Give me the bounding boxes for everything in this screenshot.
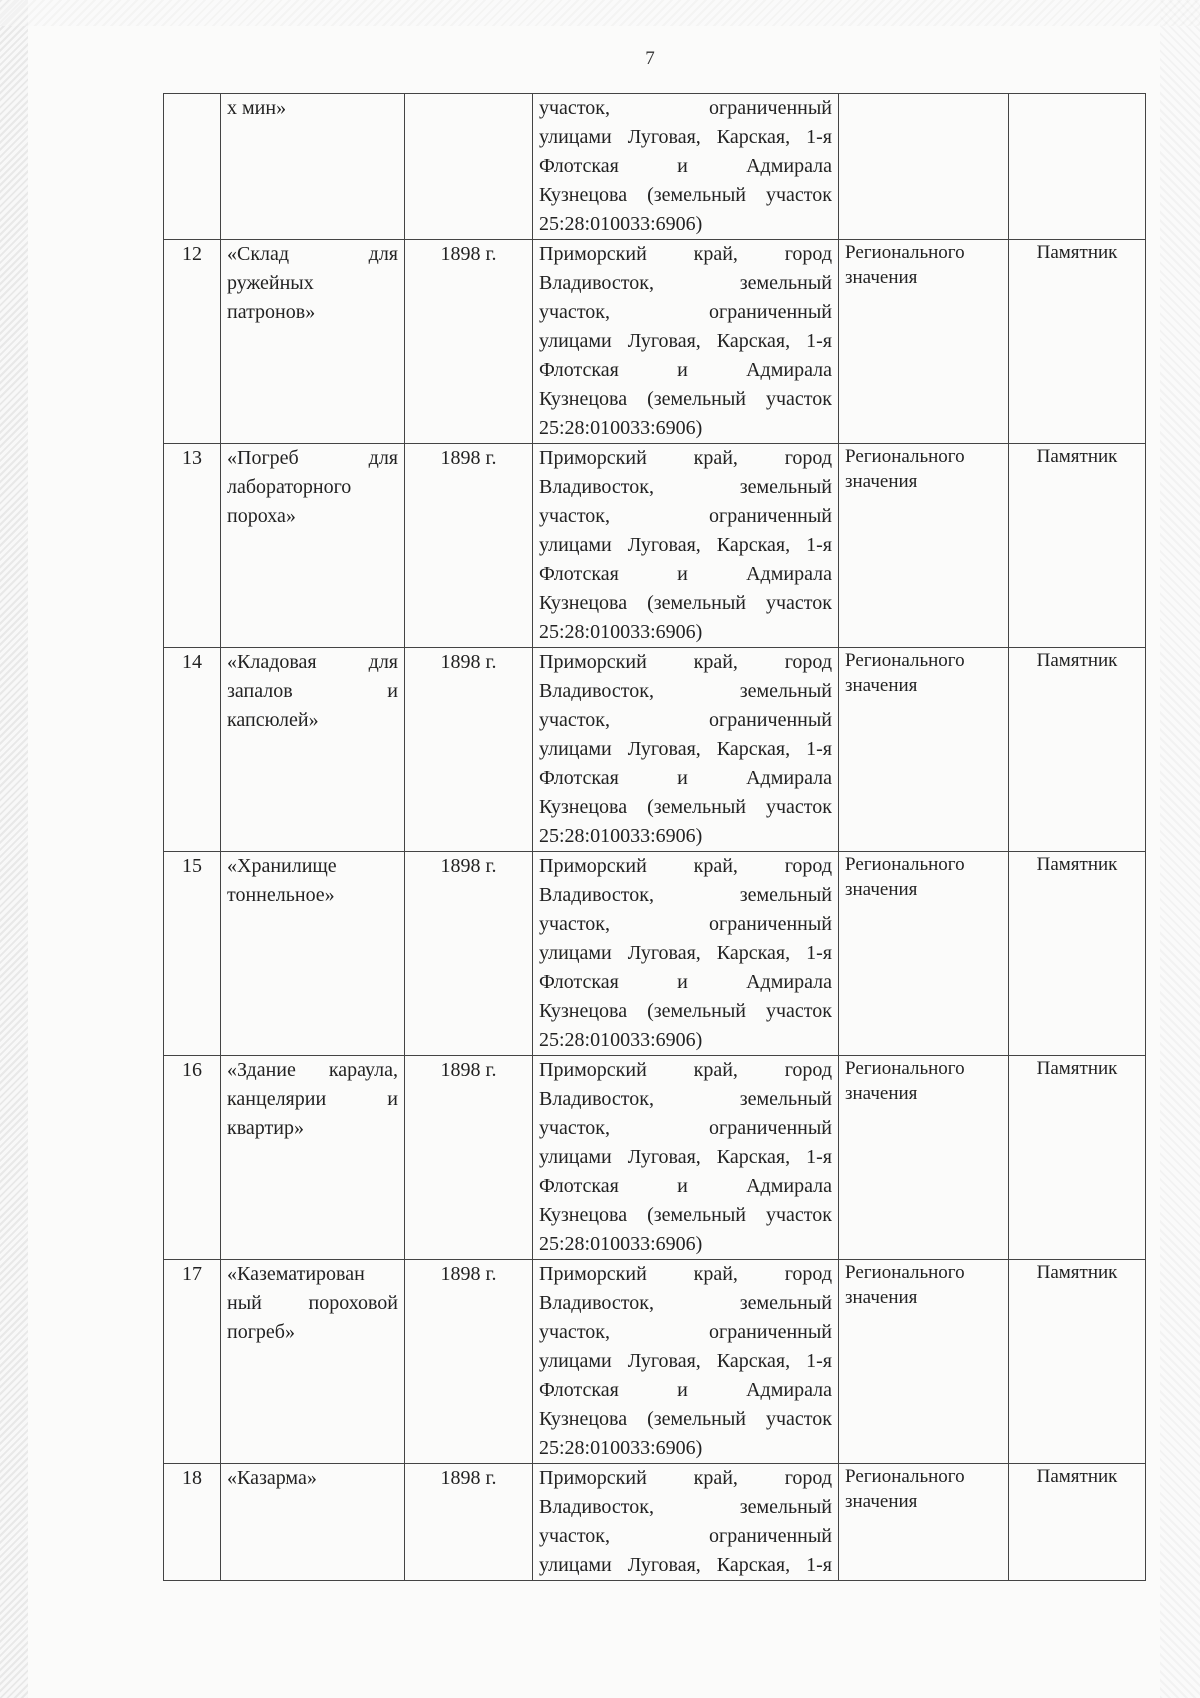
address-line: участок, ограниченный (539, 505, 832, 527)
address-line: Владивосток, земельный (539, 1088, 832, 1110)
table-row (164, 444, 1146, 648)
cell-number: 17 (164, 1260, 221, 1464)
cell-address (533, 94, 839, 240)
cell-type: Памятник (1009, 852, 1146, 1056)
cell-object-name: «Погреб для лабораторного пороха» (221, 444, 405, 648)
heritage-registry-table (163, 93, 1146, 1581)
registry-table-body (164, 94, 1146, 1581)
cell-address (533, 852, 839, 1056)
address-line: Кузнецова (земельный участок (539, 1000, 832, 1022)
cell-address (533, 1464, 839, 1581)
address-line: Флотская и Адмирала (539, 1175, 832, 1197)
cell-address (533, 1056, 839, 1260)
address-line: Владивосток, земельный (539, 680, 832, 702)
address-line: Владивосток, земельный (539, 476, 832, 498)
address-line: Кузнецова (земельный участок (539, 388, 832, 410)
address-line: Приморский край, город (539, 1467, 832, 1489)
table-row (164, 1056, 1146, 1260)
cell-object-name: «Здание караула, канцелярии и квартир» (221, 1056, 405, 1260)
address-line: участок, ограниченный (539, 1321, 832, 1343)
address-line: Флотская и Адмирала (539, 359, 832, 381)
address-line: 25:28:010033:6906) (539, 1437, 703, 1459)
address-line: Владивосток, земельный (539, 1496, 832, 1518)
address-line: Кузнецова (земельный участок (539, 1408, 832, 1430)
cell-number: 14 (164, 648, 221, 852)
cell-number (164, 94, 221, 240)
cell-number: 15 (164, 852, 221, 1056)
address-line: Приморский край, город (539, 651, 832, 673)
cell-object-name: «Хранилище тоннельное» (221, 852, 405, 1056)
address-line: Флотская и Адмирала (539, 767, 832, 789)
address-line: участок, ограниченный (539, 301, 832, 323)
address-line: Кузнецова (земельный участок (539, 592, 832, 614)
address-line: Владивосток, земельный (539, 272, 832, 294)
address-line: Кузнецова (земельный участок (539, 184, 832, 206)
cell-category: Регионального значения (839, 648, 1009, 852)
address-line: Приморский край, город (539, 1059, 832, 1081)
cell-address (533, 1260, 839, 1464)
table-row (164, 1464, 1146, 1581)
address-line: улицами Луговая, Карская, 1-я (539, 534, 832, 556)
address-line: участок, ограниченный (539, 1525, 832, 1547)
address-line: участок, ограниченный (539, 1117, 832, 1139)
cell-type: Памятник (1009, 648, 1146, 852)
cell-category: Регионального значения (839, 444, 1009, 648)
table-row (164, 852, 1146, 1056)
cell-object-name: х мин» (221, 94, 405, 240)
address-line: улицами Луговая, Карская, 1-я (539, 126, 832, 148)
cell-object-name: «Кладовая для запалов и капсюлей» (221, 648, 405, 852)
scan-edge-top (0, 0, 1200, 26)
cell-address (533, 648, 839, 852)
page-number: 7 (645, 48, 655, 69)
address-line: Флотская и Адмирала (539, 1379, 832, 1401)
address-line: Приморский край, город (539, 243, 832, 265)
cell-date: 1898 г. (405, 648, 533, 852)
address-line: Кузнецова (земельный участок (539, 796, 832, 818)
cell-category: Регионального значения (839, 1056, 1009, 1260)
cell-type: Памятник (1009, 1464, 1146, 1581)
address-line: участок, ограниченный (539, 913, 832, 935)
address-line: улицами Луговая, Карская, 1-я (539, 1146, 832, 1168)
cell-object-name: «Казематирован ный пороховой погреб» (221, 1260, 405, 1464)
cell-number: 18 (164, 1464, 221, 1581)
table-row-continued (164, 94, 1146, 240)
cell-type: Памятник (1009, 1056, 1146, 1260)
cell-address (533, 240, 839, 444)
address-line: 25:28:010033:6906) (539, 213, 703, 235)
cell-type (1009, 94, 1146, 240)
address-line: Приморский край, город (539, 1263, 832, 1285)
cell-date: 1898 г. (405, 444, 533, 648)
cell-date (405, 94, 533, 240)
cell-category: Регионального значения (839, 852, 1009, 1056)
address-line: улицами Луговая, Карская, 1-я (539, 330, 832, 352)
cell-category: Регионального значения (839, 240, 1009, 444)
cell-address (533, 444, 839, 648)
address-line: 25:28:010033:6906) (539, 417, 703, 439)
cell-type: Памятник (1009, 444, 1146, 648)
cell-number: 13 (164, 444, 221, 648)
address-line: 25:28:010033:6906) (539, 825, 703, 847)
address-line: улицами Луговая, Карская, 1-я (539, 738, 832, 760)
cell-category (839, 94, 1009, 240)
address-line: улицами Луговая, Карская, 1-я (539, 942, 832, 964)
address-line: 25:28:010033:6906) (539, 621, 703, 643)
cell-date: 1898 г. (405, 1260, 533, 1464)
cell-type: Памятник (1009, 1260, 1146, 1464)
scan-edge-right (1160, 0, 1200, 1698)
address-line: Флотская и Адмирала (539, 155, 832, 177)
cell-date: 1898 г. (405, 1464, 533, 1581)
table-row (164, 648, 1146, 852)
address-line: Кузнецова (земельный участок (539, 1204, 832, 1226)
table-row (164, 240, 1146, 444)
address-line: улицами Луговая, Карская, 1-я (539, 1350, 832, 1372)
address-line: Владивосток, земельный (539, 884, 832, 906)
cell-category: Регионального значения (839, 1260, 1009, 1464)
address-line: улицами Луговая, Карская, 1-я (539, 1554, 832, 1576)
cell-object-name: «Склад для ружейных патронов» (221, 240, 405, 444)
address-line: 25:28:010033:6906) (539, 1029, 703, 1051)
table-row (164, 1260, 1146, 1464)
scan-edge-left (0, 0, 28, 1698)
cell-type: Памятник (1009, 240, 1146, 444)
cell-object-name: «Казарма» (221, 1464, 405, 1581)
address-line: Приморский край, город (539, 855, 832, 877)
address-line: Флотская и Адмирала (539, 971, 832, 993)
cell-number: 16 (164, 1056, 221, 1260)
address-line: Флотская и Адмирала (539, 563, 832, 585)
address-line: участок, ограниченный (539, 709, 832, 731)
cell-date: 1898 г. (405, 1056, 533, 1260)
cell-category: Регионального значения (839, 1464, 1009, 1581)
address-line: 25:28:010033:6906) (539, 1233, 703, 1255)
cell-date: 1898 г. (405, 852, 533, 1056)
address-line: Владивосток, земельный (539, 1292, 832, 1314)
address-line: Приморский край, город (539, 447, 832, 469)
cell-date: 1898 г. (405, 240, 533, 444)
address-line: участок, ограниченный (539, 97, 832, 119)
cell-number: 12 (164, 240, 221, 444)
